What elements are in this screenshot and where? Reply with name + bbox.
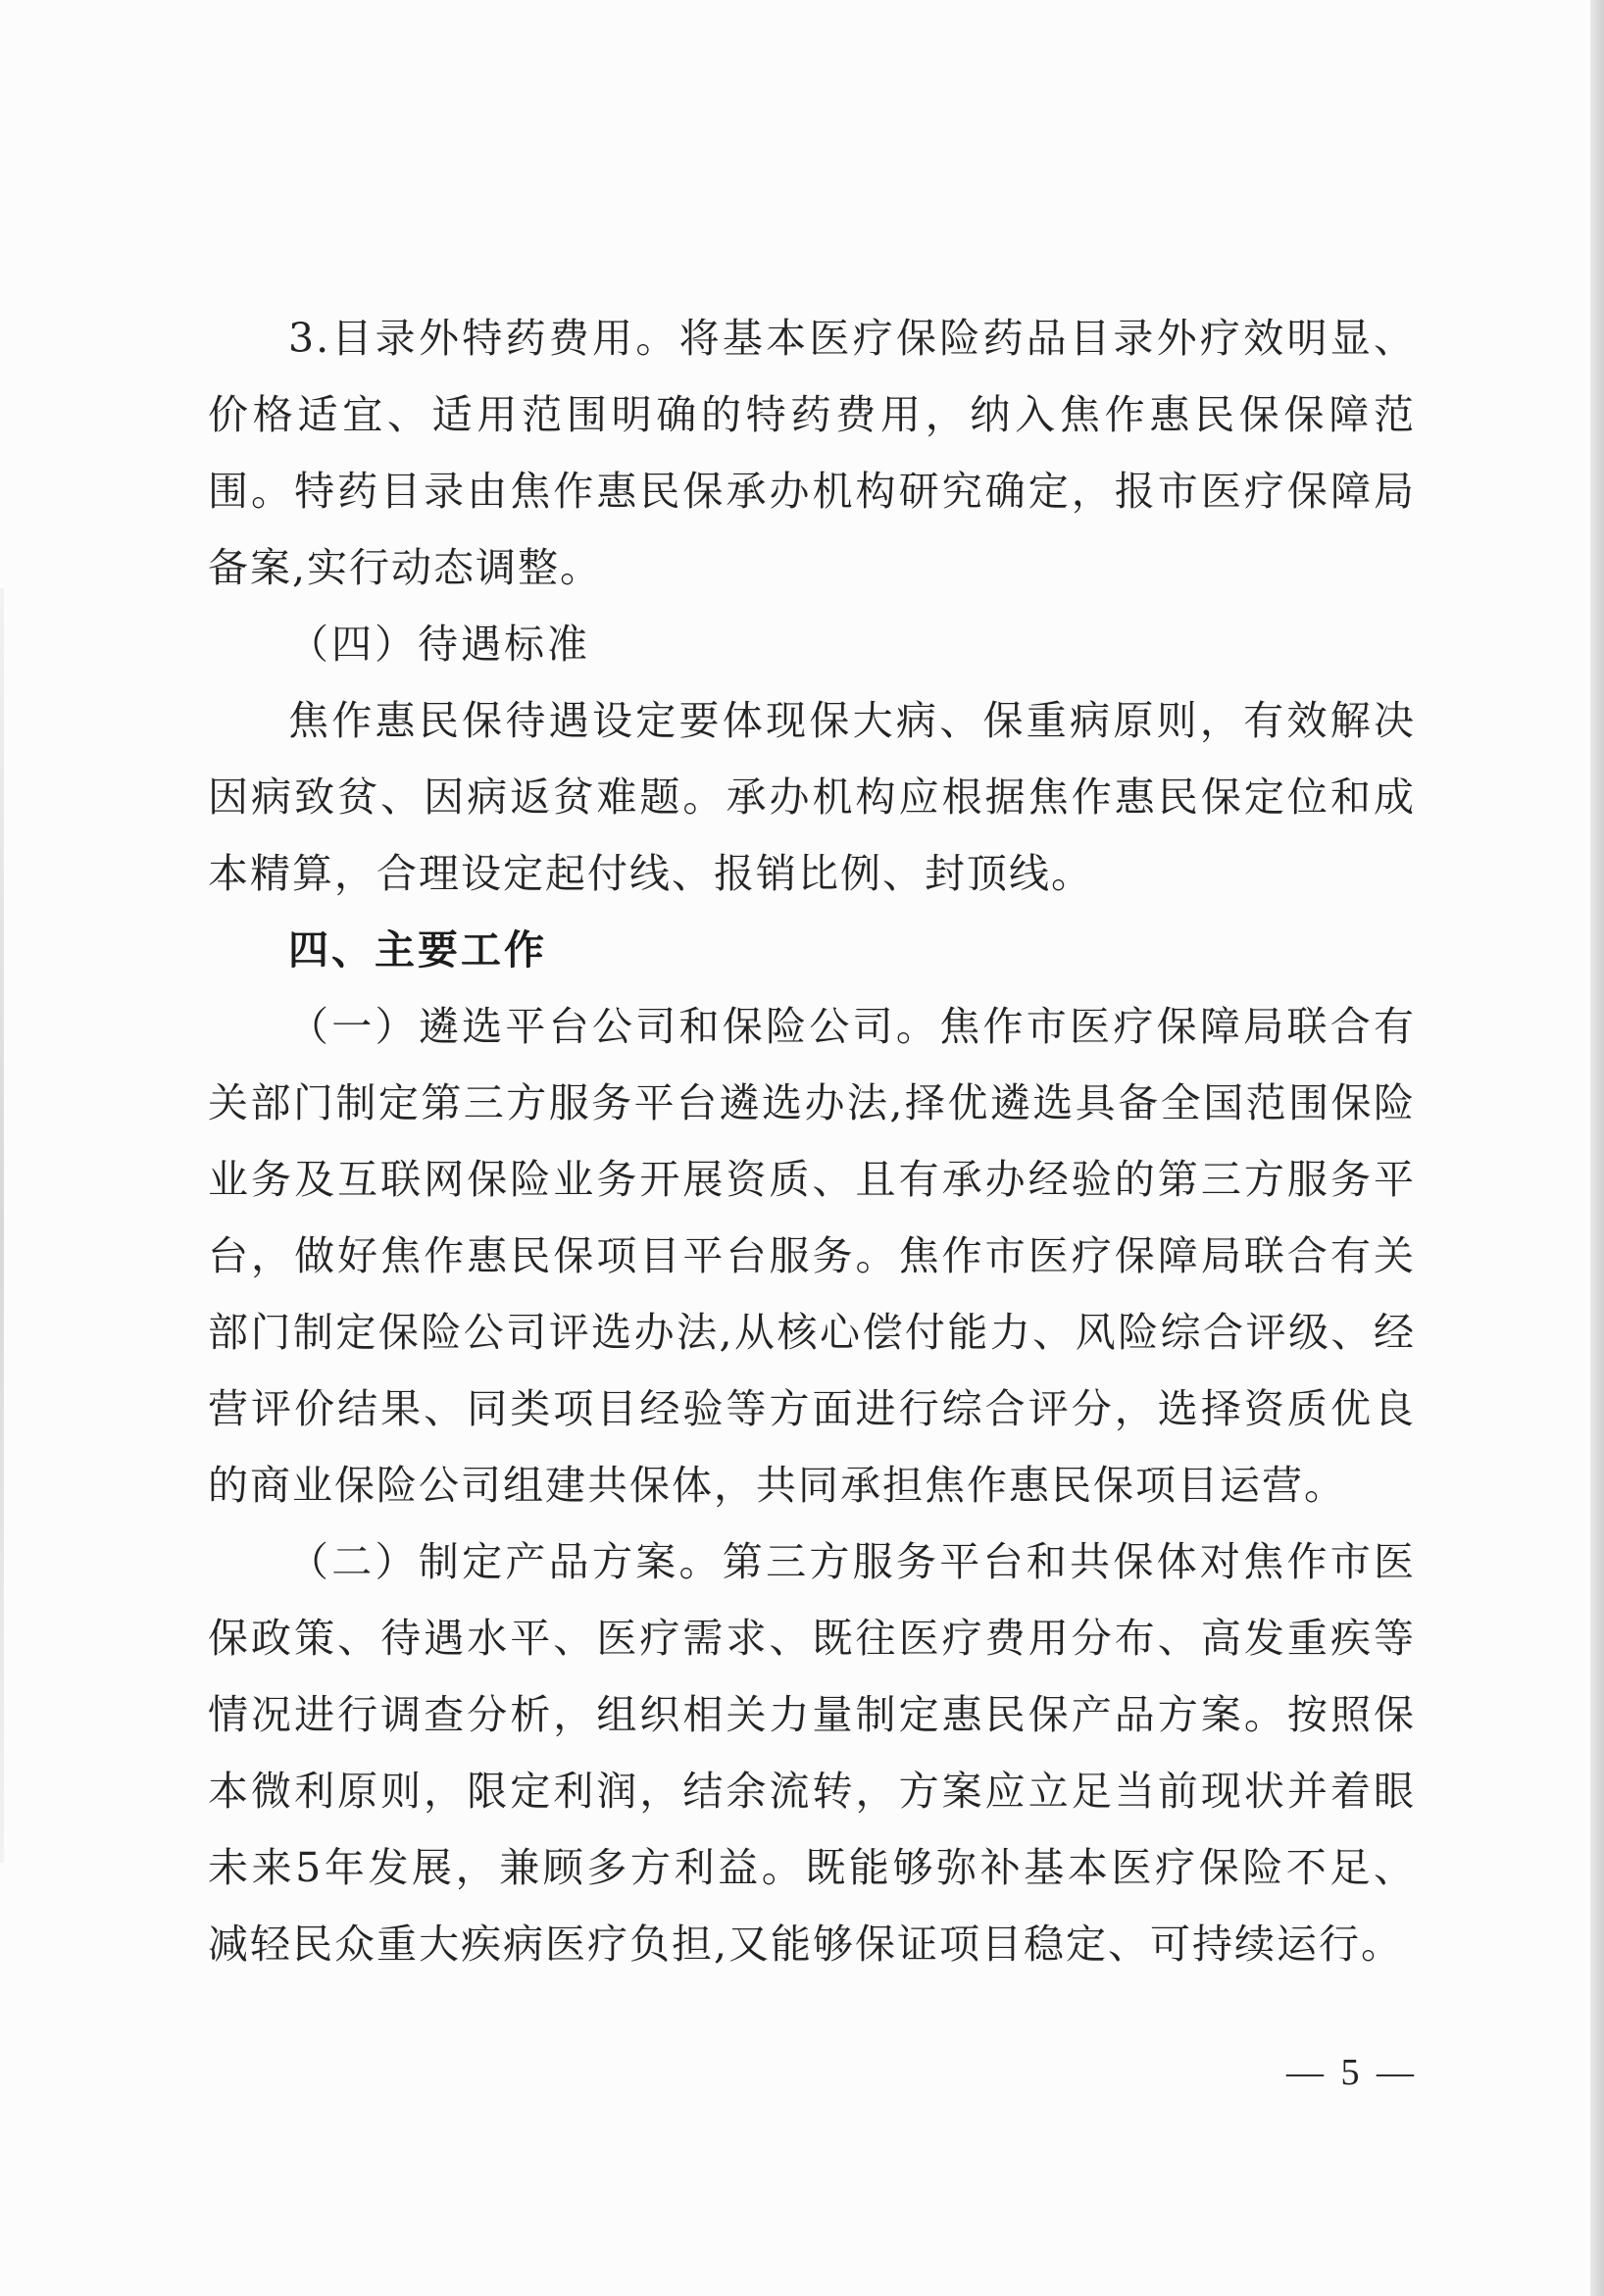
section-heading-main-work: 四、主要工作 — [288, 926, 547, 973]
scan-edge-right — [1590, 0, 1604, 2296]
paragraph-work-2: （二）制定产品方案。第三方服务平台和共保体对焦作市医保政策、待遇水平、医疗需求、既往医疗费用分布、高发重疾等情况进行调查分析，组织相关力量制定惠民保产品方案。按照保本微利原则，限定利润，结余流转，方案应立足当前现状并着眼未来5年发展，兼顾多方利益。既能够弥补基本医疗保险不足、减轻民众重大疾病医疗负担,又能够保证项目稳定、可持续运行。 — [208, 1538, 1416, 1968]
subheading-benefit-standard: （四）待遇标准 — [288, 621, 590, 668]
document-body — [208, 300, 1416, 1982]
paragraph-work-1: （一）遴选平台公司和保险公司。焦作市医疗保障局联合有关部门制定第三方服务平台遴选办法,择优遴选具备全国范围保险业务及互联网保险业务开展资质、且有承办经验的第三方服务平台，做好焦作惠民保项目平台服务。焦作市医疗保障局联合有关部门制定保险公司评选办法,从核心偿付能力、风险综合评级、经营评价结果、同类项目经验等方面进行综合评分，选择资质优良的商业保险公司组建共保体，共同承担焦作惠民保项目运营。 — [208, 1003, 1416, 1509]
page-number: — 5 — — [1286, 2052, 1418, 2093]
paragraph-benefit-standard: 焦作惠民保待遇设定要体现保大病、保重病原则，有效解决因病致贫、因病返贫难题。承办机构应根据焦作惠民保定位和成本精算，合理设定起付线、报销比例、封顶线。 — [208, 697, 1416, 897]
scan-edge-left — [0, 588, 4, 1863]
paragraph-item-3: 3.目录外特药费用。将基本医疗保险药品目录外疗效明显、价格适宜、适用范围明确的特药费用，纳入焦作惠民保保障范围。特药目录由焦作惠民保承办机构研究确定，报市医疗保障局备案,实行动态调整。 — [208, 315, 1416, 591]
